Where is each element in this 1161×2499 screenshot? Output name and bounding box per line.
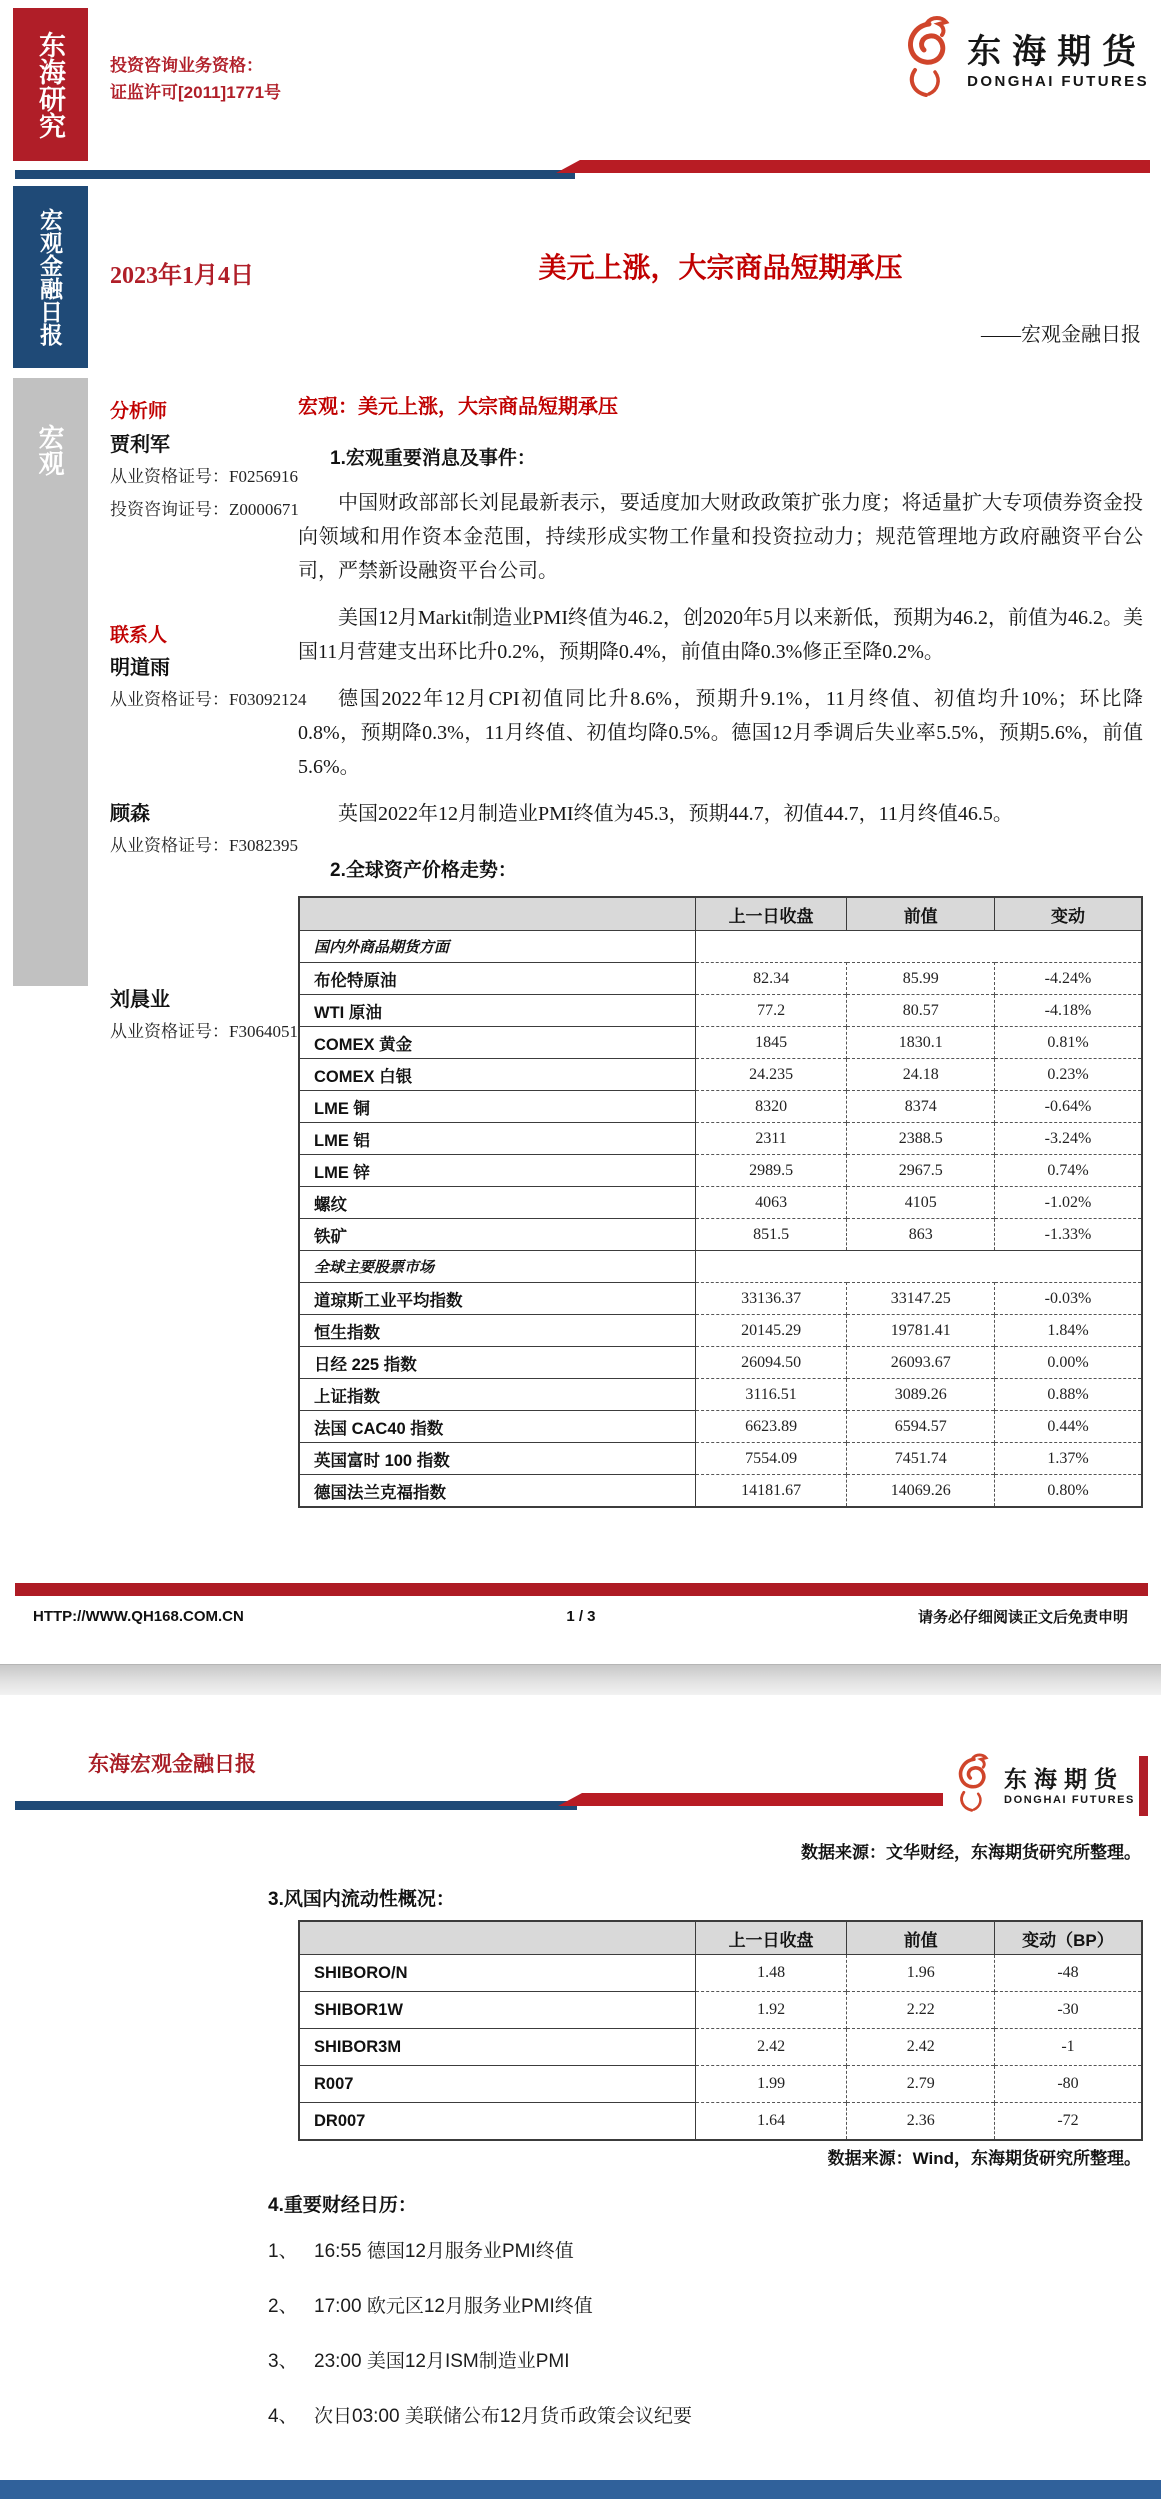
row-value: 4105 (847, 1187, 995, 1219)
row-value: 0.00% (994, 1347, 1142, 1379)
row-label: LME 铝 (299, 1123, 695, 1155)
row-value: -1.33% (994, 1219, 1142, 1251)
liquidity-table-body (299, 1955, 1142, 2141)
contact-name: 刘晨业 (110, 989, 170, 1011)
row-value: 6594.57 (847, 1411, 995, 1443)
row-label: LME 锌 (299, 1155, 695, 1187)
table-row (299, 1187, 1142, 1219)
license-line2: 证监许可[2011]1771号 (110, 83, 282, 102)
footer-red-bar (15, 1583, 1148, 1596)
row-value: 26094.50 (695, 1347, 847, 1379)
row-value: -72 (994, 2103, 1142, 2141)
table-row (299, 1347, 1142, 1379)
table-row (299, 1992, 1142, 2029)
table-row (299, 2029, 1142, 2066)
table-row (299, 1475, 1142, 1508)
report-date: 2023年1月4日 (110, 263, 254, 289)
logo-cn-text: 东海期货 (1004, 1765, 1125, 1792)
row-value: 6623.89 (695, 1411, 847, 1443)
company-logo (893, 14, 1149, 100)
row-label: 恒生指数 (299, 1315, 695, 1347)
paragraph: 英国2022年12月制造业PMI终值为45.3，预期44.7，初值44.7，11月终值46.5。 (338, 803, 1013, 825)
row-value: 1.92 (695, 1992, 847, 2029)
row-value: -1 (994, 2029, 1142, 2066)
row-value: 2388.5 (847, 1123, 995, 1155)
section-heading: 宏观：美元上涨，大宗商品短期承压 (298, 396, 618, 418)
row-value: 2.36 (847, 2103, 995, 2141)
row-label: SHIBOR1W (299, 1992, 695, 2029)
assets-heading: 2.全球资产价格走势： (330, 860, 517, 881)
page-title: 美元上涨，大宗商品短期承压 (538, 252, 903, 283)
row-value: -3.24% (994, 1123, 1142, 1155)
logo-en-text: DONGHAI FUTURES (1004, 1793, 1135, 1806)
table-row (299, 1219, 1142, 1251)
row-value: 2.22 (847, 1992, 995, 2029)
table-section-row (299, 1251, 1142, 1283)
table-header-row (299, 897, 1142, 931)
row-value: 1.96 (847, 1955, 995, 1992)
logo-text-block (1004, 1761, 1135, 1806)
row-label: COMEX 黄金 (299, 1027, 695, 1059)
company-logo (948, 1752, 1135, 1814)
section-vertical-banner: 宏观 (13, 378, 88, 986)
source-note-wenhua: 数据来源：文华财经，东海期货研究所整理。 (801, 1843, 1141, 1862)
row-label: DR007 (299, 2103, 695, 2141)
header-cell: 前值 (847, 1921, 995, 1955)
row-value: 2.79 (847, 2066, 995, 2103)
row-value: 26093.67 (847, 1347, 995, 1379)
contact-label: 联系人 (110, 625, 168, 646)
bottom-blue-bar (0, 2480, 1161, 2499)
header-cell: 变动（BP） (994, 1921, 1142, 1955)
row-value: 0.88% (994, 1379, 1142, 1411)
table-row (299, 1059, 1142, 1091)
liquidity-heading: 3.风国内流动性概况： (268, 1889, 455, 1910)
row-label: 道琼斯工业平均指数 (299, 1283, 695, 1315)
row-value: 77.2 (695, 995, 847, 1027)
header-cell (299, 897, 695, 931)
paragraph: 中国财政部部长刘昆最新表示，要适度加大财政政策扩张力度；将适量扩大专项债券资金投向领域和用作资本金范围，持续形成实物工作量和投资拉动力；规范管理地方政府融资平台公司，严禁新设融资平台公司。 (298, 492, 1143, 582)
footer-disclaimer: 请务必仔细阅读正文后免责申明 (917, 1609, 1128, 1626)
paragraph: 美国12月Markit制造业PMI终值为46.2，创2020年5月以来新低，预期为46.2，前值为46.2。美国11月营建支出环比升0.2%，预期降0.4%，前值由降0.3%修正至降0.2%。 (298, 607, 1143, 663)
row-value: 4063 (695, 1187, 847, 1219)
table-section-row (299, 931, 1142, 963)
source-note-wind: 数据来源：Wind，东海期货研究所整理。 (827, 2149, 1141, 2168)
row-label: COMEX 白银 (299, 1059, 695, 1091)
dragon-icon (893, 14, 957, 100)
row-value: 7554.09 (695, 1443, 847, 1475)
table-row (299, 1027, 1142, 1059)
row-value: 2311 (695, 1123, 847, 1155)
calendar-item-number: 3、 (268, 2351, 298, 2372)
row-label: 英国富时 100 指数 (299, 1443, 695, 1475)
table-header-row (299, 1921, 1142, 1955)
footer (0, 1606, 1161, 1627)
row-value: 85.99 (847, 963, 995, 995)
analyst-name: 贾利军 (110, 434, 170, 456)
table-row (299, 963, 1142, 995)
paragraph: 德国2022年12月CPI初值同比升8.6%，预期升9.1%，11月终值、初值均升10%；环比降0.8%，预期降0.3%，11月终值、初值均降0.5%。德国12月季调后失业率5.5%，预期5.6%，前值5.6%。 (298, 688, 1143, 778)
row-value: 851.5 (695, 1219, 847, 1251)
row-value: -1.02% (994, 1187, 1142, 1219)
row-value: 33147.25 (847, 1283, 995, 1315)
calendar-item-text: 次日03:00 美联储公布12月货币政策会议纪要 (314, 2406, 692, 2427)
divider-blue-segment (15, 1801, 577, 1810)
logo-text-block (967, 24, 1149, 90)
row-value: 3089.26 (847, 1379, 995, 1411)
row-value: 2.42 (695, 2029, 847, 2066)
calendar-item-text: 17:00 欧元区12月服务业PMI终值 (314, 2296, 593, 2317)
row-value: 2.42 (847, 2029, 995, 2066)
dragon-icon (948, 1752, 994, 1814)
contact-cert: 从业资格证号：F3064051 (110, 1022, 298, 1041)
row-value: -30 (994, 1992, 1142, 2029)
row-value: 1845 (695, 1027, 847, 1059)
divider-red-segment (556, 160, 1150, 173)
row-value: 1.48 (695, 1955, 847, 1992)
row-value: 7451.74 (847, 1443, 995, 1475)
calendar-item-number: 4、 (268, 2406, 298, 2427)
row-value: -4.18% (994, 995, 1142, 1027)
row-label: R007 (299, 2066, 695, 2103)
row-value: -0.03% (994, 1283, 1142, 1315)
news-heading: 1.宏观重要消息及事件： (330, 448, 536, 469)
table-row (299, 2066, 1142, 2103)
license-line1: 投资咨询业务资格： (110, 56, 263, 75)
row-value: 1.99 (695, 2066, 847, 2103)
calendar-item (268, 2291, 1028, 2318)
table-row (299, 1123, 1142, 1155)
page2-header-title: 东海宏观金融日报 (88, 1753, 256, 1776)
calendar-item (268, 2346, 1028, 2373)
row-value: 863 (847, 1219, 995, 1251)
page-subtitle: ——宏观金融日报 (981, 324, 1141, 346)
footer-url: HTTP://WWW.QH168.COM.CN (33, 1608, 244, 1625)
research-vertical-banner: 东海研究 (13, 8, 88, 161)
liquidity-table (298, 1920, 1143, 2141)
row-value: 80.57 (847, 995, 995, 1027)
contact-name: 明道雨 (110, 657, 170, 679)
divider-red-segment (558, 1793, 943, 1806)
license-block (110, 52, 281, 106)
row-value: 0.44% (994, 1411, 1142, 1443)
row-value: 1.37% (994, 1443, 1142, 1475)
row-value: 20145.29 (695, 1315, 847, 1347)
header-cell (299, 1921, 695, 1955)
calendar-item (268, 2401, 1028, 2428)
row-label: SHIBOR3M (299, 2029, 695, 2066)
row-value: 2967.5 (847, 1155, 995, 1187)
calendar-list (268, 2236, 1028, 2456)
row-label: SHIBORO/N (299, 1955, 695, 1992)
row-value: 33136.37 (695, 1283, 847, 1315)
row-value: 8374 (847, 1091, 995, 1123)
row-value: 82.34 (695, 963, 847, 995)
row-value: 1.84% (994, 1315, 1142, 1347)
row-value: 0.23% (994, 1059, 1142, 1091)
row-value: 3116.51 (695, 1379, 847, 1411)
row-label: 上证指数 (299, 1379, 695, 1411)
analyst-advisory-cert: 投资咨询证号：Z0000671 (110, 500, 299, 519)
header-cell: 上一日收盘 (695, 897, 847, 931)
calendar-item-text: 16:55 德国12月服务业PMI终值 (314, 2241, 574, 2262)
row-label: 全球主要股票市场 (299, 1251, 695, 1283)
row-label: 德国法兰克福指数 (299, 1475, 695, 1508)
page-separator (0, 1664, 1161, 1695)
divider-blue-segment (15, 170, 575, 179)
table-row (299, 1315, 1142, 1347)
row-value: 1.64 (695, 2103, 847, 2141)
calendar-item (268, 2236, 1028, 2263)
row-value: 19781.41 (847, 1315, 995, 1347)
row-label: 国内外商品期货方面 (299, 931, 695, 963)
row-label: 日经 225 指数 (299, 1347, 695, 1379)
analyst-cert: 从业资格证号：F0256916 (110, 467, 298, 486)
header-cell: 上一日收盘 (695, 1921, 847, 1955)
row-label: 铁矿 (299, 1219, 695, 1251)
report-name-vertical-banner: 宏观金融日报 (13, 186, 88, 368)
row-value: 24.18 (847, 1059, 995, 1091)
asset-table-body (299, 931, 1142, 1508)
logo-en-text: DONGHAI FUTURES (967, 73, 1149, 90)
row-value: -0.64% (994, 1091, 1142, 1123)
table-row (299, 1091, 1142, 1123)
row-label: 螺纹 (299, 1187, 695, 1219)
header-cell: 前值 (847, 897, 995, 931)
row-value: 14069.26 (847, 1475, 995, 1508)
row-label: 布伦特原油 (299, 963, 695, 995)
row-value: -80 (994, 2066, 1142, 2103)
table-row (299, 1443, 1142, 1475)
table-row (299, 1379, 1142, 1411)
main-content (298, 390, 1143, 1508)
row-label: WTI 原油 (299, 995, 695, 1027)
row-value: 0.74% (994, 1155, 1142, 1187)
row-value: -48 (994, 1955, 1142, 1992)
asset-price-table (298, 896, 1143, 1508)
logo-cn-text: 东海期货 (967, 33, 1148, 71)
row-label: LME 铜 (299, 1091, 695, 1123)
calendar-item-number: 2、 (268, 2296, 298, 2317)
row-value: 0.80% (994, 1475, 1142, 1508)
table-row (299, 1155, 1142, 1187)
row-value: 2989.5 (695, 1155, 847, 1187)
row-value: 1830.1 (847, 1027, 995, 1059)
analyst-label: 分析师 (110, 401, 168, 422)
logo-red-stripe (1139, 1756, 1148, 1816)
table-row (299, 995, 1142, 1027)
row-value: 14181.67 (695, 1475, 847, 1508)
calendar-item-text: 23:00 美国12月ISM制造业PMI (314, 2351, 570, 2372)
calendar-item-number: 1、 (268, 2241, 298, 2262)
footer-page-indicator: 1 / 3 (566, 1608, 596, 1625)
header-cell: 变动 (994, 897, 1142, 931)
row-empty-cells (695, 1251, 1142, 1283)
table-row (299, 2103, 1142, 2141)
calendar-heading: 4.重要财经日历： (268, 2195, 417, 2216)
table-row (299, 1283, 1142, 1315)
row-value: 8320 (695, 1091, 847, 1123)
table-row (299, 1955, 1142, 1992)
contact-cert: 从业资格证号：F03092124 (110, 690, 307, 709)
contact-name: 顾森 (110, 803, 150, 825)
table-row (299, 1411, 1142, 1443)
row-label: 法国 CAC40 指数 (299, 1411, 695, 1443)
contact-cert: 从业资格证号：F3082395 (110, 836, 298, 855)
row-empty-cells (695, 931, 1142, 963)
row-value: 0.81% (994, 1027, 1142, 1059)
row-value: -4.24% (994, 963, 1142, 995)
row-value: 24.235 (695, 1059, 847, 1091)
